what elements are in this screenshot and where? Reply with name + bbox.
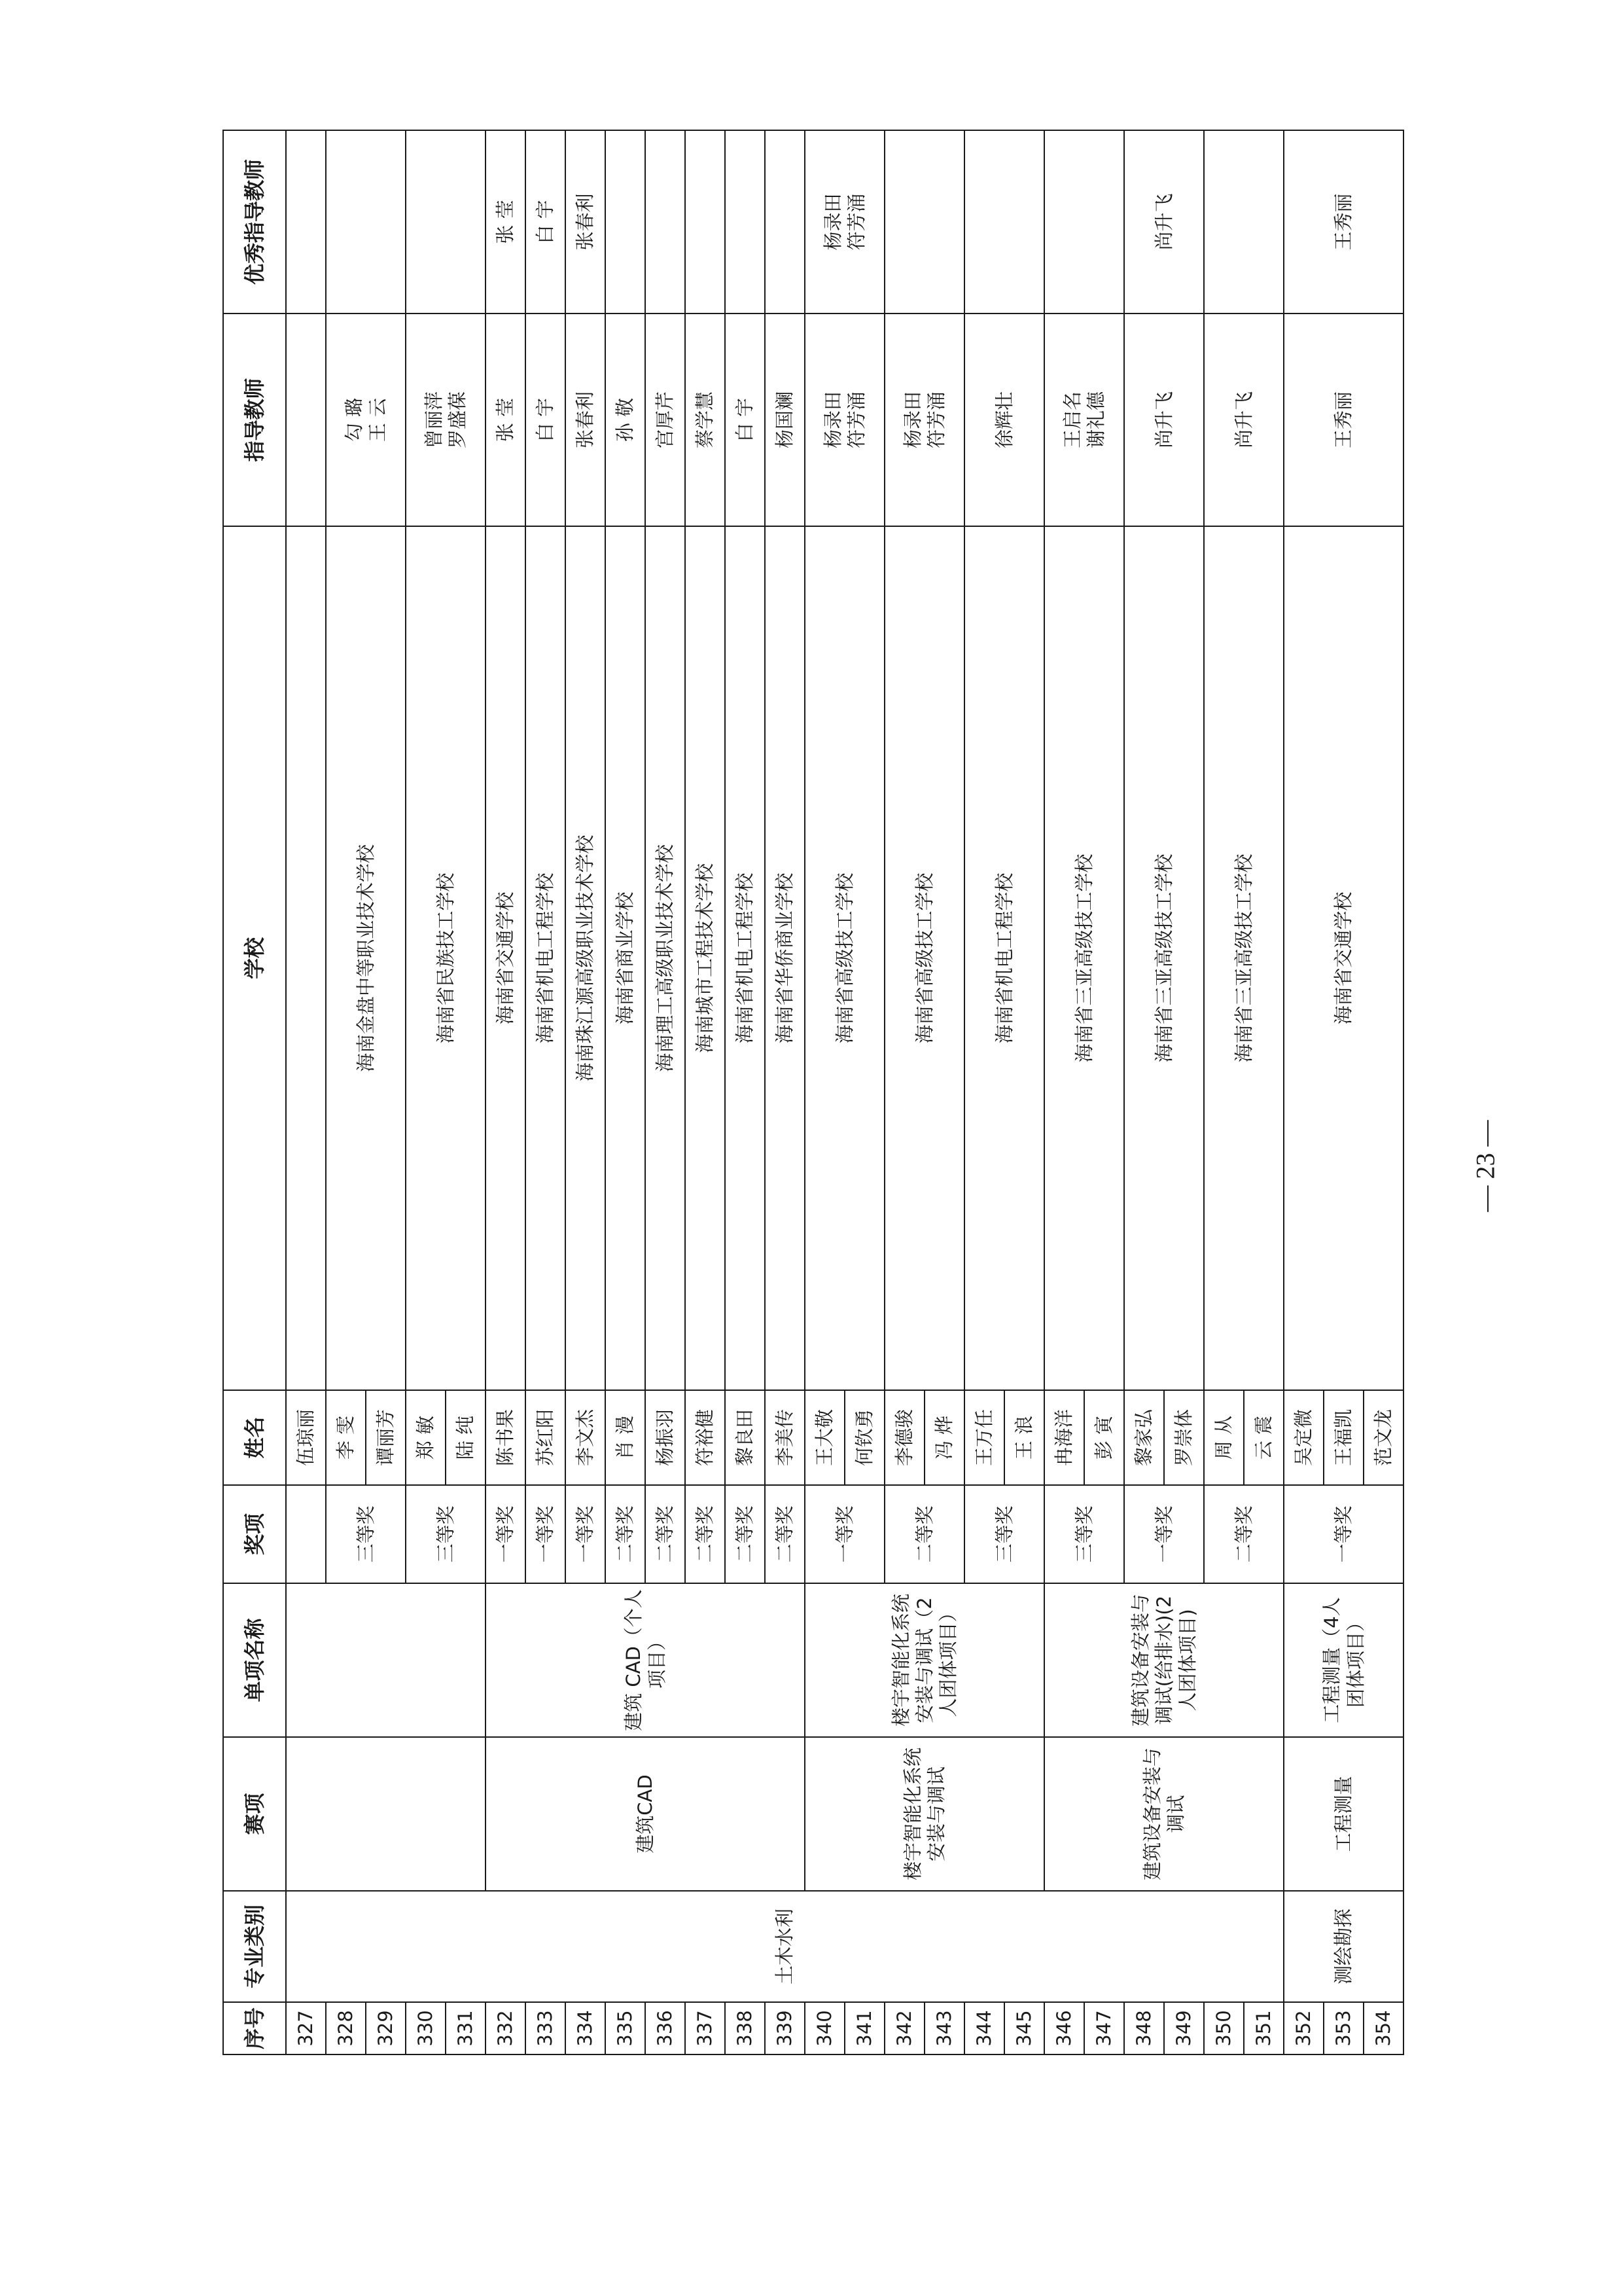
excellent-cell — [964, 130, 1044, 314]
school-cell: 海南城市工程技术学校 — [685, 526, 725, 1390]
teacher-cell: 尚升飞 — [1204, 314, 1284, 526]
seq-cell: 342 — [885, 2002, 925, 2054]
header-award: 奖项 — [223, 1485, 286, 1583]
name-cell: 黎家弘 — [1124, 1390, 1164, 1485]
name-cell: 李文杰 — [565, 1390, 605, 1485]
excellent-cell: 王秀丽 — [1284, 130, 1403, 314]
excellent-cell — [885, 130, 964, 314]
name-cell: 王福凯 — [1324, 1390, 1364, 1485]
teacher-cell: 张 莹 — [485, 314, 525, 526]
table-row — [485, 130, 525, 2054]
seq-cell: 338 — [725, 2002, 765, 2054]
school-cell: 海南金盘中等职业技术学校 — [326, 526, 406, 1390]
teacher-cell: 勾 璐 王 云 — [326, 314, 406, 526]
award-cell: 一等奖 — [1124, 1485, 1204, 1583]
header-teacher: 指导教师 — [223, 314, 286, 526]
name-cell: 王大敬 — [805, 1390, 845, 1485]
teacher-cell — [286, 314, 326, 526]
name-cell: 伍琼丽 — [286, 1390, 326, 1485]
seq-cell: 346 — [1044, 2002, 1084, 2054]
award-cell: 一等奖 — [1284, 1485, 1403, 1583]
school-cell: 海南省交通学校 — [485, 526, 525, 1390]
seq-cell: 350 — [1204, 2002, 1244, 2054]
name-cell: 王 浪 — [1004, 1390, 1044, 1485]
excellent-cell — [645, 130, 685, 314]
school-cell: 海南省三亚高级技工学校 — [1044, 526, 1124, 1390]
school-cell: 海南省高级技工学校 — [805, 526, 885, 1390]
name-cell: 冉海洋 — [1044, 1390, 1084, 1485]
school-cell: 海南省高级技工学校 — [885, 526, 964, 1390]
seq-cell: 352 — [1284, 2002, 1324, 2054]
item-cell: 工程测量（4人团体项目） — [1284, 1583, 1403, 1737]
name-cell: 周 从 — [1204, 1390, 1244, 1485]
item-cell: 楼宇智能化系统安装与调试（2人团体项目） — [805, 1583, 1044, 1737]
name-cell: 云 震 — [1244, 1390, 1284, 1485]
seq-cell: 354 — [1364, 2002, 1403, 2054]
school-cell: 海南珠江源高级职业技术学校 — [565, 526, 605, 1390]
seq-cell: 353 — [1324, 2002, 1364, 2054]
name-cell: 彭 寅 — [1084, 1390, 1124, 1485]
award-cell: 二等奖 — [765, 1485, 805, 1583]
teacher-cell: 孙 敬 — [605, 314, 645, 526]
name-cell: 李美传 — [765, 1390, 805, 1485]
school-cell: 海南省三亚高级技工学校 — [1204, 526, 1284, 1390]
name-cell: 李 雯 — [326, 1390, 366, 1485]
excellent-cell: 张春利 — [565, 130, 605, 314]
seq-cell: 345 — [1004, 2002, 1044, 2054]
event-cell: 建筑CAD — [485, 1737, 805, 1891]
header-school: 学校 — [223, 526, 286, 1390]
award-cell: 一等奖 — [485, 1485, 525, 1583]
name-cell: 肖 漫 — [605, 1390, 645, 1485]
name-cell: 苏红阳 — [525, 1390, 565, 1485]
header-seq: 序号 — [223, 2002, 286, 2054]
school-cell: 海南省华侨商业学校 — [765, 526, 805, 1390]
header-name: 姓名 — [223, 1390, 286, 1485]
seq-cell: 339 — [765, 2002, 805, 2054]
teacher-cell: 曾丽萍 罗盛葆 — [406, 314, 485, 526]
seq-cell: 335 — [605, 2002, 645, 2054]
excellent-cell: 白 宇 — [525, 130, 565, 314]
award-table — [222, 130, 1404, 2055]
excellent-cell — [1204, 130, 1284, 314]
excellent-cell: 张 莹 — [485, 130, 525, 314]
item-cell: 建筑 CAD（个人项目） — [485, 1583, 805, 1737]
seq-cell: 349 — [1164, 2002, 1204, 2054]
name-cell: 何钦勇 — [845, 1390, 885, 1485]
award-cell: 二等奖 — [645, 1485, 685, 1583]
excellent-cell — [326, 130, 406, 314]
header-row — [223, 130, 286, 2054]
event-cell: 楼宇智能化系统安装与调试 — [805, 1737, 1044, 1891]
event-cell — [286, 1737, 485, 1891]
name-cell: 冯 烨 — [925, 1390, 964, 1485]
teacher-cell: 蔡学慧 — [685, 314, 725, 526]
teacher-cell: 杨录田 符芳涌 — [805, 314, 885, 526]
item-cell — [286, 1583, 485, 1737]
seq-cell: 336 — [645, 2002, 685, 2054]
name-cell: 范文龙 — [1364, 1390, 1403, 1485]
excellent-cell — [605, 130, 645, 314]
header-major: 专业类别 — [223, 1891, 286, 2002]
event-cell: 工程测量 — [1284, 1737, 1403, 1891]
name-cell: 陆 纯 — [446, 1390, 485, 1485]
seq-cell: 334 — [565, 2002, 605, 2054]
school-cell: 海南省机电工程学校 — [525, 526, 565, 1390]
award-cell: 二等奖 — [605, 1485, 645, 1583]
seq-cell: 341 — [845, 2002, 885, 2054]
teacher-cell: 王启名 谢礼德 — [1044, 314, 1124, 526]
name-cell: 罗崇体 — [1164, 1390, 1204, 1485]
major-cell: 测绘勘探 — [1284, 1891, 1403, 2002]
page-number: — 23 — — [1470, 1120, 1500, 1212]
name-cell: 李德骏 — [885, 1390, 925, 1485]
teacher-cell: 尚升飞 — [1124, 314, 1204, 526]
table-row — [286, 130, 326, 2054]
name-cell: 陈书果 — [485, 1390, 525, 1485]
award-cell: 三等奖 — [406, 1485, 485, 1583]
name-cell: 杨振羽 — [645, 1390, 685, 1485]
seq-cell: 328 — [326, 2002, 366, 2054]
seq-cell: 343 — [925, 2002, 964, 2054]
award-cell: 二等奖 — [685, 1485, 725, 1583]
excellent-cell — [1044, 130, 1124, 314]
seq-cell: 331 — [446, 2002, 485, 2054]
table-row — [1284, 130, 1324, 2054]
seq-cell: 332 — [485, 2002, 525, 2054]
school-cell — [286, 526, 326, 1390]
award-cell: 二等奖 — [725, 1485, 765, 1583]
name-cell: 郑 敏 — [406, 1390, 446, 1485]
header-item: 单项名称 — [223, 1583, 286, 1737]
seq-cell: 329 — [366, 2002, 406, 2054]
seq-cell: 348 — [1124, 2002, 1164, 2054]
seq-cell: 330 — [406, 2002, 446, 2054]
award-cell: 一等奖 — [565, 1485, 605, 1583]
name-cell: 符裕健 — [685, 1390, 725, 1485]
teacher-cell: 张春利 — [565, 314, 605, 526]
school-cell: 海南省三亚高级技工学校 — [1124, 526, 1204, 1390]
award-cell: 三等奖 — [964, 1485, 1044, 1583]
seq-cell: 347 — [1084, 2002, 1124, 2054]
school-cell: 海南省民族技工学校 — [406, 526, 485, 1390]
event-cell: 建筑设备安装与调试 — [1044, 1737, 1284, 1891]
excellent-cell — [406, 130, 485, 314]
school-cell: 海南省交通学校 — [1284, 526, 1403, 1390]
seq-cell: 351 — [1244, 2002, 1284, 2054]
award-cell: 三等奖 — [326, 1485, 406, 1583]
seq-cell: 333 — [525, 2002, 565, 2054]
table-row — [1044, 130, 1084, 2054]
excellent-cell — [725, 130, 765, 314]
name-cell: 谭丽芳 — [366, 1390, 406, 1485]
award-cell: 三等奖 — [1044, 1485, 1124, 1583]
excellent-cell — [685, 130, 725, 314]
rotated-table-wrapper — [222, 131, 1400, 2055]
award-cell: 二等奖 — [885, 1485, 964, 1583]
name-cell: 吴定微 — [1284, 1390, 1324, 1485]
excellent-cell: 尚升飞 — [1124, 130, 1204, 314]
teacher-cell: 杨国斓 — [765, 314, 805, 526]
award-cell: 一等奖 — [805, 1485, 885, 1583]
name-cell: 王万任 — [964, 1390, 1004, 1485]
teacher-cell: 杨录田 符芳涌 — [885, 314, 964, 526]
teacher-cell: 王秀丽 — [1284, 314, 1403, 526]
excellent-cell — [765, 130, 805, 314]
school-cell: 海南省商业学校 — [605, 526, 645, 1390]
major-cell: 土木水利 — [286, 1891, 1284, 2002]
seq-cell: 344 — [964, 2002, 1004, 2054]
excellent-cell: 杨录田 符芳涌 — [805, 130, 885, 314]
table-row — [805, 130, 845, 2054]
header-excellent-teacher: 优秀指导教师 — [223, 130, 286, 314]
seq-cell: 327 — [286, 2002, 326, 2054]
teacher-cell: 徐辉壮 — [964, 314, 1044, 526]
school-cell: 海南省机电工程学校 — [725, 526, 765, 1390]
seq-cell: 340 — [805, 2002, 845, 2054]
award-cell — [286, 1485, 326, 1583]
teacher-cell: 白 宇 — [725, 314, 765, 526]
teacher-cell: 白 宇 — [525, 314, 565, 526]
award-cell: 二等奖 — [1204, 1485, 1284, 1583]
item-cell: 建筑设备安装与调试(给排水)(2人团体项目) — [1044, 1583, 1284, 1737]
excellent-cell — [286, 130, 326, 314]
award-cell: 一等奖 — [525, 1485, 565, 1583]
seq-cell: 337 — [685, 2002, 725, 2054]
header-event: 赛项 — [223, 1737, 286, 1891]
school-cell: 海南省机电工程学校 — [964, 526, 1044, 1390]
name-cell: 黎良田 — [725, 1390, 765, 1485]
school-cell: 海南理工高级职业技术学校 — [645, 526, 685, 1390]
teacher-cell: 宫厚芹 — [645, 314, 685, 526]
